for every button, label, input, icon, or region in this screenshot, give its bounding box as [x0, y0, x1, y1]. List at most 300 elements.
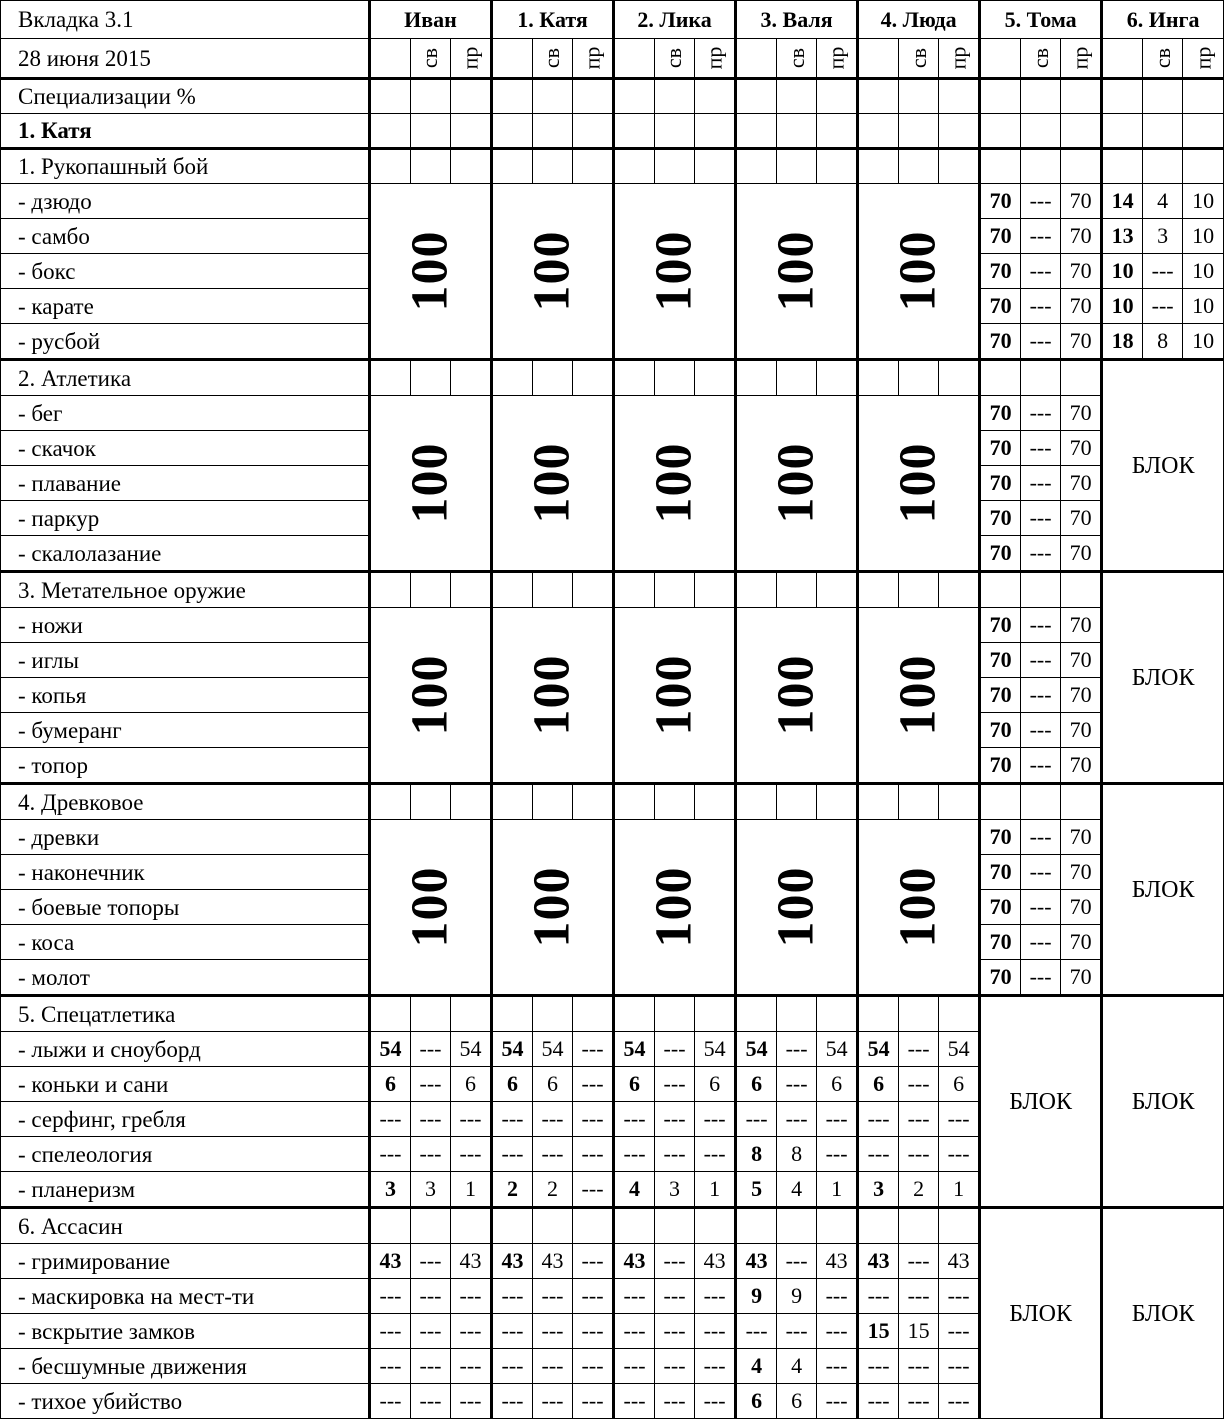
- value-100-text: 100: [523, 230, 581, 312]
- block-label: БЛОК: [980, 1208, 1102, 1419]
- value-100: [614, 608, 736, 784]
- empty-cell: [736, 784, 777, 820]
- sv-value: ---: [411, 1314, 451, 1349]
- section-title: 6. Ассасин: [1, 1208, 370, 1244]
- sv-value: ---: [777, 1102, 817, 1137]
- empty-cell: [370, 360, 411, 396]
- value-100: [736, 184, 858, 360]
- empty-cell: [533, 360, 573, 396]
- sv-value: ---: [655, 1137, 695, 1172]
- total-value: ---: [858, 1279, 899, 1314]
- toma-sv: ---: [1021, 678, 1061, 713]
- total-value: 54: [492, 1032, 533, 1067]
- toma-sv: ---: [1021, 254, 1061, 289]
- empty-cell: [858, 149, 899, 184]
- toma-pr: 70: [1061, 396, 1102, 431]
- pr-value: 6: [695, 1067, 736, 1102]
- empty-cell: [370, 784, 411, 820]
- empty-cell: [939, 360, 980, 396]
- inga-pr: 10: [1183, 324, 1224, 360]
- empty-cell: [817, 572, 858, 608]
- sub-sv-text: св: [1027, 47, 1053, 69]
- inga-total: 10: [1102, 289, 1143, 324]
- total-value: 54: [858, 1032, 899, 1067]
- value-100-text: 100: [889, 866, 947, 948]
- value-100-text: 100: [523, 442, 581, 524]
- sub-sv: [411, 39, 451, 79]
- empty-cell: [573, 1208, 614, 1244]
- sv-value: 2: [533, 1172, 573, 1208]
- person-header: 2. Лика: [614, 1, 736, 39]
- empty-cell: [858, 114, 899, 149]
- empty-cell: [939, 114, 980, 149]
- pr-value: ---: [817, 1137, 858, 1172]
- total-value: ---: [370, 1102, 411, 1137]
- empty-cell: [1021, 114, 1061, 149]
- empty-cell: [858, 1208, 899, 1244]
- total-value: ---: [858, 1384, 899, 1419]
- empty-cell: [980, 149, 1021, 184]
- toma-sv: ---: [1021, 713, 1061, 748]
- pr-value: ---: [939, 1102, 980, 1137]
- empty-cell: [411, 996, 451, 1032]
- sv-value: ---: [655, 1314, 695, 1349]
- sub-pr-text: пр: [457, 46, 483, 70]
- empty-cell: [858, 784, 899, 820]
- sub-sv-text: св: [783, 47, 809, 69]
- block-label: БЛОК: [1102, 1208, 1224, 1419]
- sv-value: ---: [655, 1102, 695, 1137]
- value-100: [614, 184, 736, 360]
- empty-cell: [695, 79, 736, 114]
- toma-total: 70: [980, 960, 1021, 996]
- skill-name: - лыжи и сноуборд: [1, 1032, 370, 1067]
- empty-cell: [899, 1208, 939, 1244]
- skill-name: - бумеранг: [1, 713, 370, 748]
- total-value: ---: [370, 1384, 411, 1419]
- empty-cell: [858, 39, 899, 79]
- pr-value: 6: [451, 1067, 492, 1102]
- empty-cell: [980, 79, 1021, 114]
- total-value: 3: [370, 1172, 411, 1208]
- empty-cell: [370, 996, 411, 1032]
- empty-cell: [695, 784, 736, 820]
- empty-cell: [492, 149, 533, 184]
- pr-value: ---: [939, 1279, 980, 1314]
- empty-cell: [411, 114, 451, 149]
- pr-value: ---: [939, 1349, 980, 1384]
- sv-value: 15: [899, 1314, 939, 1349]
- empty-cell: [573, 114, 614, 149]
- empty-cell: [411, 1208, 451, 1244]
- total-value: ---: [736, 1102, 777, 1137]
- skill-name: - коса: [1, 925, 370, 960]
- value-100: [736, 820, 858, 996]
- empty-cell: [1061, 114, 1102, 149]
- empty-cell: [736, 149, 777, 184]
- sv-value: ---: [777, 1314, 817, 1349]
- sv-value: ---: [655, 1032, 695, 1067]
- toma-total: 70: [980, 501, 1021, 536]
- empty-cell: [939, 996, 980, 1032]
- empty-cell: [899, 996, 939, 1032]
- toma-total: 70: [980, 890, 1021, 925]
- toma-sv: ---: [1021, 608, 1061, 643]
- empty-cell: [614, 39, 655, 79]
- empty-cell: [573, 360, 614, 396]
- pr-value: ---: [817, 1349, 858, 1384]
- empty-cell: [980, 39, 1021, 79]
- empty-cell: [817, 79, 858, 114]
- empty-cell: [817, 149, 858, 184]
- sv-value: ---: [899, 1032, 939, 1067]
- value-100: [858, 608, 980, 784]
- section-title: 5. Спецатлетика: [1, 996, 370, 1032]
- sub-pr-text: пр: [823, 46, 849, 70]
- empty-cell: [899, 149, 939, 184]
- skill-name: - паркур: [1, 501, 370, 536]
- pr-value: ---: [573, 1102, 614, 1137]
- toma-total: 70: [980, 855, 1021, 890]
- total-value: ---: [370, 1137, 411, 1172]
- tomа-total: 70: [980, 219, 1021, 254]
- person-header: 4. Люда: [858, 1, 980, 39]
- skill-name: - бокс: [1, 254, 370, 289]
- empty-cell: [492, 360, 533, 396]
- value-100: [492, 608, 614, 784]
- value-100-text: 100: [401, 654, 459, 736]
- skill-name: - вскрытие замков: [1, 1314, 370, 1349]
- sv-value: 4: [777, 1349, 817, 1384]
- skill-row: [1, 608, 1224, 643]
- empty-cell: [370, 149, 411, 184]
- toma-total: 70: [980, 466, 1021, 501]
- toma-total: 70: [980, 608, 1021, 643]
- value-100: [614, 820, 736, 996]
- toma-total: 70: [980, 678, 1021, 713]
- toma-pr: 70: [1061, 254, 1102, 289]
- row-label: Специализации %: [1, 79, 370, 114]
- toma-sv: ---: [1021, 466, 1061, 501]
- empty-cell: [614, 996, 655, 1032]
- toma-total: 70: [980, 748, 1021, 784]
- toma-total: 70: [980, 431, 1021, 466]
- toma-pr: 70: [1061, 466, 1102, 501]
- total-value: ---: [858, 1102, 899, 1137]
- pr-value: 1: [451, 1172, 492, 1208]
- sub-pr-text: пр: [1190, 46, 1216, 70]
- toma-pr: 70: [1061, 501, 1102, 536]
- empty-cell: [451, 114, 492, 149]
- empty-cell: [736, 79, 777, 114]
- skill-name: - бег: [1, 396, 370, 431]
- toma-sv: ---: [1021, 219, 1061, 254]
- empty-cell: [858, 360, 899, 396]
- total-value: ---: [492, 1314, 533, 1349]
- empty-cell: [695, 996, 736, 1032]
- sub-pr: [573, 39, 614, 79]
- sub-pr: [817, 39, 858, 79]
- toma-pr: 70: [1061, 608, 1102, 643]
- empty-cell: [655, 79, 695, 114]
- empty-cell: [411, 79, 451, 114]
- inga-sv: ---: [1143, 289, 1183, 324]
- pr-value: ---: [451, 1349, 492, 1384]
- toma-sv: ---: [1021, 289, 1061, 324]
- empty-cell: [411, 784, 451, 820]
- pr-value: ---: [573, 1244, 614, 1279]
- empty-cell: [1061, 784, 1102, 820]
- sv-value: ---: [411, 1137, 451, 1172]
- empty-cell: [573, 996, 614, 1032]
- empty-cell: [1102, 114, 1143, 149]
- empty-cell: [817, 1208, 858, 1244]
- inga-sv: ---: [1143, 254, 1183, 289]
- empty-cell: [736, 114, 777, 149]
- sv-value: ---: [655, 1244, 695, 1279]
- toma-pr: 70: [1061, 643, 1102, 678]
- pr-value: ---: [695, 1279, 736, 1314]
- empty-cell: [370, 572, 411, 608]
- toma-total: 70: [980, 643, 1021, 678]
- empty-cell: [817, 784, 858, 820]
- empty-cell: [533, 79, 573, 114]
- skill-name: - дзюдо: [1, 184, 370, 219]
- empty-cell: [939, 572, 980, 608]
- empty-cell: [492, 572, 533, 608]
- empty-cell: [411, 572, 451, 608]
- pr-value: ---: [573, 1349, 614, 1384]
- pr-value: ---: [695, 1137, 736, 1172]
- sv-value: ---: [899, 1244, 939, 1279]
- pr-value: ---: [817, 1384, 858, 1419]
- value-100-text: 100: [767, 654, 825, 736]
- empty-cell: [451, 784, 492, 820]
- inga-total: 13: [1102, 219, 1143, 254]
- empty-cell: [1143, 79, 1183, 114]
- sv-value: 8: [777, 1137, 817, 1172]
- total-value: 54: [614, 1032, 655, 1067]
- sv-value: ---: [411, 1279, 451, 1314]
- empty-cell: [451, 79, 492, 114]
- skill-name: - боевые топоры: [1, 890, 370, 925]
- empty-cell: [817, 996, 858, 1032]
- value-100-text: 100: [401, 230, 459, 312]
- skill-name: - молот: [1, 960, 370, 996]
- value-100-text: 100: [523, 654, 581, 736]
- toma-sv: ---: [1021, 925, 1061, 960]
- total-value: 6: [370, 1067, 411, 1102]
- empty-cell: [777, 1208, 817, 1244]
- total-value: 2: [492, 1172, 533, 1208]
- total-value: ---: [858, 1137, 899, 1172]
- sv-value: ---: [899, 1349, 939, 1384]
- total-value: 43: [736, 1244, 777, 1279]
- empty-cell: [614, 1208, 655, 1244]
- pr-value: ---: [817, 1279, 858, 1314]
- total-value: 4: [736, 1349, 777, 1384]
- pr-value: 43: [451, 1244, 492, 1279]
- sv-value: ---: [899, 1067, 939, 1102]
- skill-name: - топор: [1, 748, 370, 784]
- toma-pr: 70: [1061, 324, 1102, 360]
- empty-cell: [614, 784, 655, 820]
- toma-sv: ---: [1021, 396, 1061, 431]
- pr-value: 6: [817, 1067, 858, 1102]
- toma-sv: ---: [1021, 748, 1061, 784]
- pr-value: ---: [573, 1314, 614, 1349]
- empty-cell: [614, 79, 655, 114]
- value-100: [492, 396, 614, 572]
- total-value: 6: [492, 1067, 533, 1102]
- empty-cell: [614, 360, 655, 396]
- toma-sv: ---: [1021, 431, 1061, 466]
- empty-cell: [858, 996, 899, 1032]
- empty-cell: [492, 784, 533, 820]
- person-header: 3. Валя: [736, 1, 858, 39]
- empty-cell: [1102, 39, 1143, 79]
- toma-pr: 70: [1061, 678, 1102, 713]
- block-label: БЛОК: [980, 996, 1102, 1208]
- total-value: ---: [492, 1279, 533, 1314]
- skill-name: - наконечник: [1, 855, 370, 890]
- sub-pr: [1183, 39, 1224, 79]
- empty-cell: [777, 996, 817, 1032]
- value-100: [736, 608, 858, 784]
- total-value: ---: [370, 1279, 411, 1314]
- tomа-total: 70: [980, 254, 1021, 289]
- tomа-total: 70: [980, 184, 1021, 219]
- toma-pr: 70: [1061, 960, 1102, 996]
- pr-value: 54: [451, 1032, 492, 1067]
- value-100-text: 100: [767, 230, 825, 312]
- section-title-row: [1, 1208, 1224, 1244]
- empty-cell: [939, 149, 980, 184]
- pr-value: 1: [817, 1172, 858, 1208]
- sv-value: 3: [411, 1172, 451, 1208]
- empty-cell: [1183, 114, 1224, 149]
- toma-pr: 70: [1061, 748, 1102, 784]
- person-header: 5. Тома: [980, 1, 1102, 39]
- toma-sv: ---: [1021, 643, 1061, 678]
- inga-total: 18: [1102, 324, 1143, 360]
- sv-value: ---: [655, 1384, 695, 1419]
- inga-sv: 3: [1143, 219, 1183, 254]
- empty-cell: [736, 572, 777, 608]
- empty-cell: [492, 996, 533, 1032]
- inga-pr: 10: [1183, 219, 1224, 254]
- empty-cell: [899, 360, 939, 396]
- empty-cell: [655, 114, 695, 149]
- skill-name: - тихое убийство: [1, 1384, 370, 1419]
- value-100: [858, 184, 980, 360]
- skill-name: - карате: [1, 289, 370, 324]
- toma-total: 70: [980, 536, 1021, 572]
- sv-value: ---: [533, 1384, 573, 1419]
- skill-name: - скачок: [1, 431, 370, 466]
- skill-name: - самбо: [1, 219, 370, 254]
- empty-cell: [451, 360, 492, 396]
- pr-value: 54: [817, 1032, 858, 1067]
- header-row-people: [1, 1, 1224, 39]
- pr-value: ---: [573, 1279, 614, 1314]
- pr-value: ---: [695, 1384, 736, 1419]
- toma-pr: 70: [1061, 184, 1102, 219]
- inga-pr: 10: [1183, 254, 1224, 289]
- sv-value: ---: [533, 1349, 573, 1384]
- total-value: ---: [370, 1349, 411, 1384]
- section-title: 1. Рукопашный бой: [1, 149, 370, 184]
- toma-sv: ---: [1021, 501, 1061, 536]
- empty-cell: [695, 360, 736, 396]
- empty-cell: [1102, 79, 1143, 114]
- sv-value: 54: [533, 1032, 573, 1067]
- sv-value: 4: [777, 1172, 817, 1208]
- empty-cell: [736, 1208, 777, 1244]
- empty-cell: [858, 79, 899, 114]
- value-100-text: 100: [401, 866, 459, 948]
- total-value: ---: [370, 1314, 411, 1349]
- block-label: БЛОК: [1102, 996, 1224, 1208]
- skill-name: - русбой: [1, 324, 370, 360]
- empty-cell: [370, 1208, 411, 1244]
- inga-pr: 10: [1183, 289, 1224, 324]
- value-100-text: 100: [523, 866, 581, 948]
- value-100-text: 100: [889, 230, 947, 312]
- pr-value: ---: [451, 1137, 492, 1172]
- empty-cell: [451, 996, 492, 1032]
- sub-sv-text: св: [905, 47, 931, 69]
- toma-sv: ---: [1021, 536, 1061, 572]
- empty-cell: [451, 572, 492, 608]
- empty-cell: [655, 1208, 695, 1244]
- pr-value: ---: [695, 1314, 736, 1349]
- sub-sv: [655, 39, 695, 79]
- empty-cell: [899, 572, 939, 608]
- toma-pr: 70: [1061, 855, 1102, 890]
- toma-sv: ---: [1021, 820, 1061, 855]
- sv-value: ---: [411, 1384, 451, 1419]
- toma-pr: 70: [1061, 536, 1102, 572]
- sv-value: ---: [533, 1314, 573, 1349]
- toma-pr: 70: [1061, 219, 1102, 254]
- tomа-total: 70: [980, 289, 1021, 324]
- sv-value: ---: [777, 1067, 817, 1102]
- block-label: БЛОК: [1102, 360, 1224, 572]
- value-100-text: 100: [645, 230, 703, 312]
- empty-cell: [858, 572, 899, 608]
- row-label: 1. Катя: [1, 114, 370, 149]
- sv-value: 3: [655, 1172, 695, 1208]
- value-100: [370, 820, 492, 996]
- empty-cell: [939, 784, 980, 820]
- section-title: 3. Метательное оружие: [1, 572, 370, 608]
- sv-value: ---: [411, 1102, 451, 1137]
- skill-name: - копья: [1, 678, 370, 713]
- value-100-text: 100: [645, 654, 703, 736]
- sv-value: ---: [777, 1244, 817, 1279]
- empty-cell: [980, 784, 1021, 820]
- total-value: 43: [858, 1244, 899, 1279]
- pr-value: 54: [939, 1032, 980, 1067]
- empty-cell: [533, 784, 573, 820]
- total-value: 9: [736, 1279, 777, 1314]
- empty-cell: [695, 572, 736, 608]
- empty-cell: [1102, 149, 1143, 184]
- toma-total: 70: [980, 713, 1021, 748]
- total-value: ---: [492, 1384, 533, 1419]
- value-100: [858, 396, 980, 572]
